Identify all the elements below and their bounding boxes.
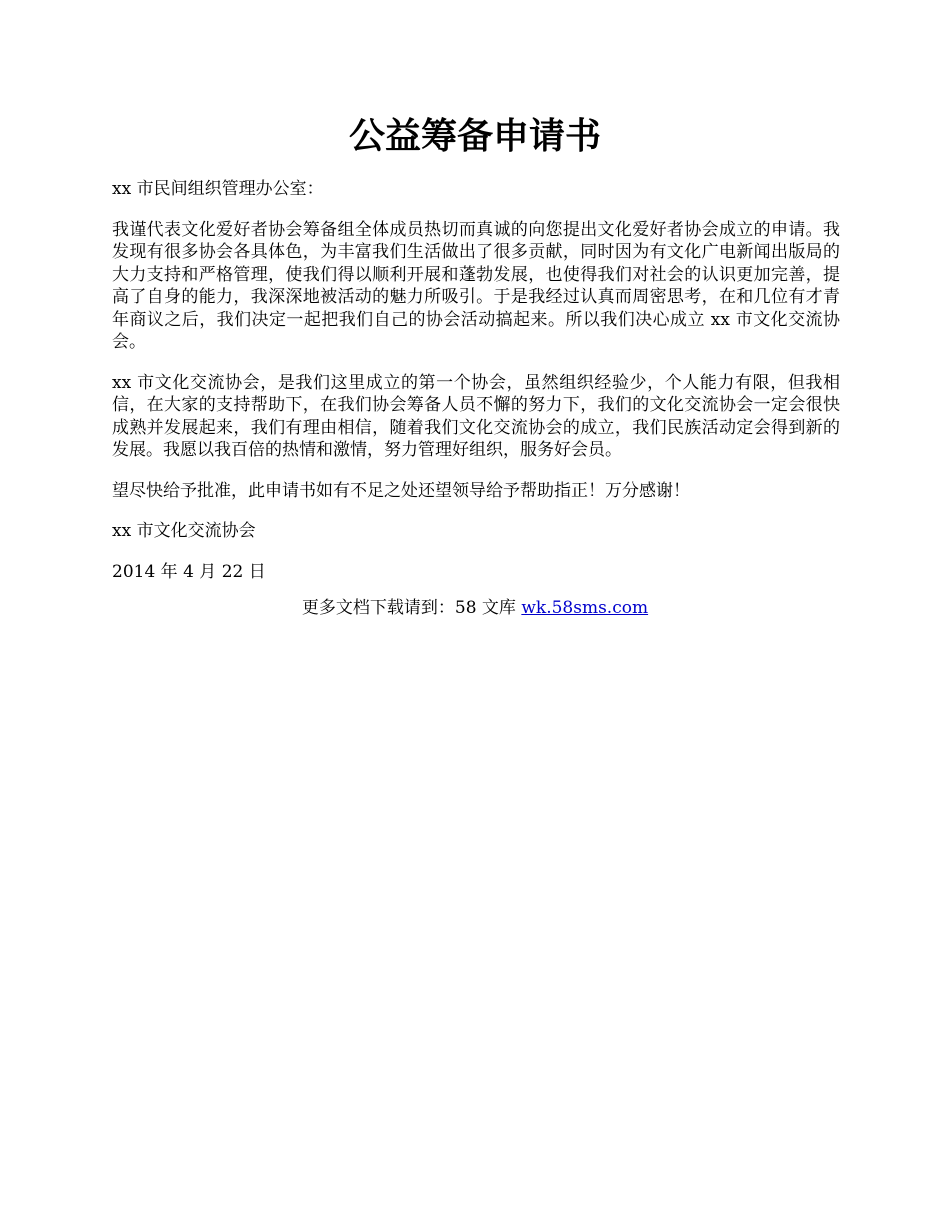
signature: xx 市文化交流协会 [112, 521, 256, 541]
document-title: 公益筹备申请书 [348, 115, 601, 157]
document-body [112, 178, 840, 601]
salutation: xx 市民间组织管理办公室： [112, 179, 324, 199]
footer-link[interactable]: wk.58sms.com [521, 598, 649, 618]
footer [0, 596, 950, 620]
body-paragraph-2: xx 市文化交流协会，是我们这里成立的第一个协会，虽然组织经验少，个人能力有限，但我相信，在大家的支持帮助下，在我们协会筹备人员不懈的努力下，我们的文化交流协会一定会很快成熟并发展起来，我们有理由相信，随着我们文化交流协会的成立，我们民族活动定会得到新的发展。我愿以我百倍的热情和激情，努力管理好组织，服务好会员。 [112, 372, 840, 460]
body-paragraph-1: 我谨代表文化爱好者协会筹备组全体成员热切而真诚的向您提出文化爱好者协会成立的申请。我发现有很多协会各具体色，为丰富我们生活做出了很多贡献，同时因为有文化广电新闻出版局的大力支持和严格管理，使我们得以顺利开展和蓬勃发展，也使得我们对社会的认识更加完善，提高了自身的能力，我深深地被活动的魅力所吸引。于是我经过认真而周密思考，在和几位有才青年商议之后，我们决定一起把我们自己的协会活动搞起来。所以我们决心成立 xx 市文化交流协会。 [112, 219, 840, 352]
footer-text: 更多文档下载请到：58 文库 [301, 598, 522, 618]
body-paragraph-3: 望尽快给予批准，此申请书如有不足之处还望领导给予帮助指正！万分感谢！ [112, 480, 690, 501]
date: 2014 年 4 月 22 日 [112, 561, 266, 582]
